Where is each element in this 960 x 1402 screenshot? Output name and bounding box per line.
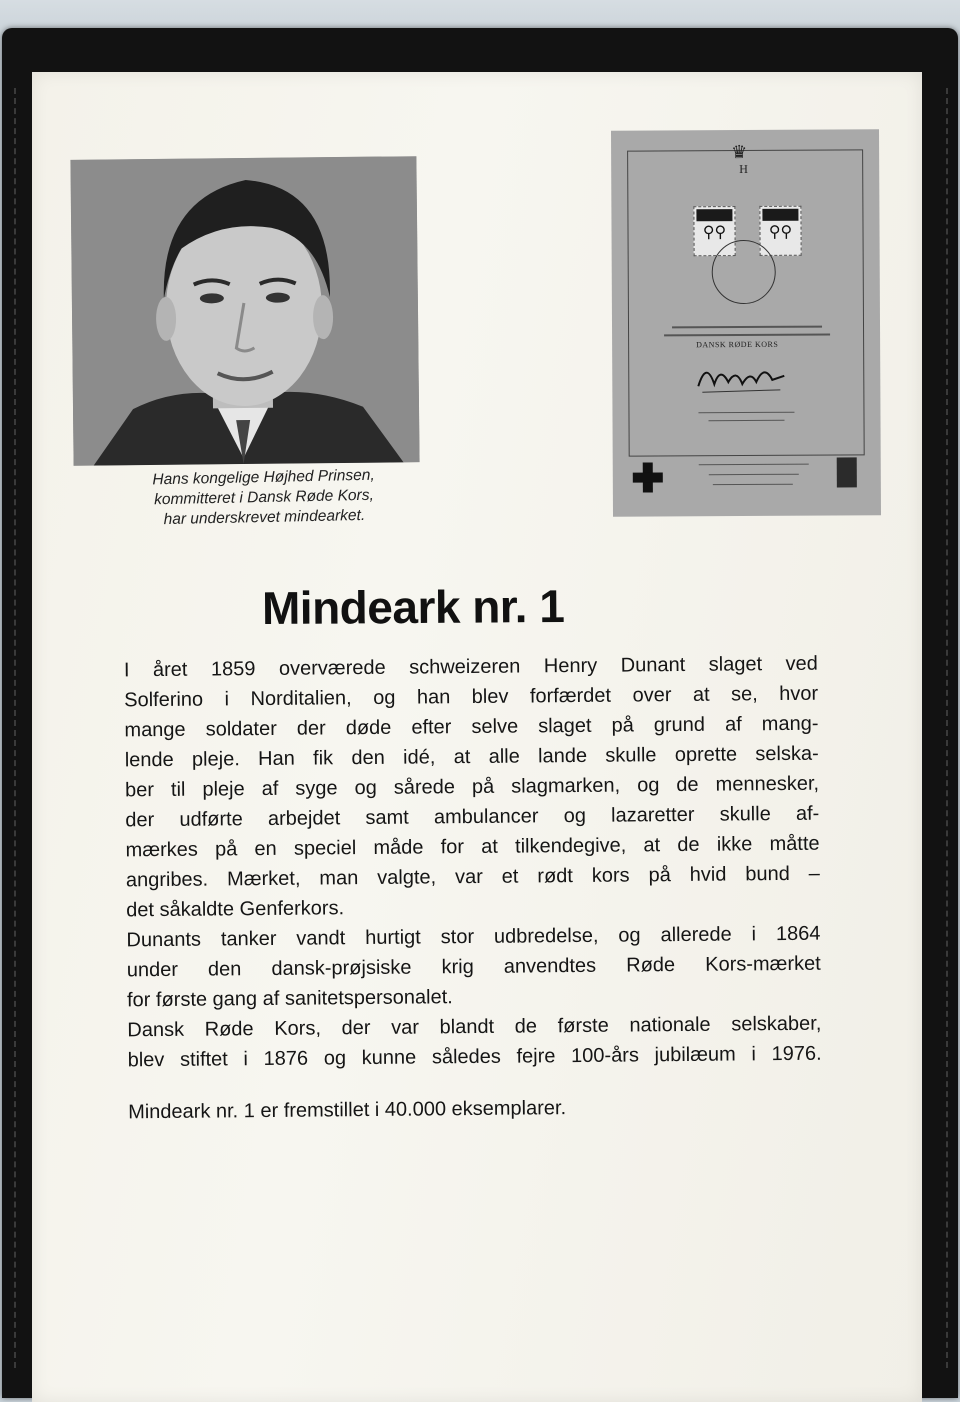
body-line: I året 1859 overværede schweizeren Henry Dunant slaget ved: [123, 652, 818, 682]
body-line: mange soldater der døde efter selve slaget på grund af mang-: [124, 712, 819, 742]
body-line: Solferino i Norditalien, og han blev forfærdet over at se, hvor: [124, 682, 819, 712]
body-line: blev stiftet i 1876 og kunne således fejre 100-års jubilæum i 1976.: [127, 1042, 822, 1072]
people-icon: ⚲⚲: [768, 223, 793, 241]
body-line: Dansk Røde Kors, der var blandt de første nationale selskaber,: [127, 1012, 822, 1042]
thumbnail-text-line: [713, 484, 793, 485]
right-stitching: [946, 88, 948, 1368]
red-cross-icon: [633, 462, 663, 492]
document-sheet: [32, 72, 922, 1402]
caption-line-2: kommitteret i Dansk Røde Kors,: [154, 486, 374, 509]
portrait-photo: [70, 156, 419, 466]
caption-line-3: har underskrevet mindearket.: [163, 506, 366, 529]
plastic-sleeve-folder: [2, 28, 958, 1398]
body-line: der udførte arbejdet samt ambulancer og lazaretter skulle af-: [125, 802, 820, 832]
postmark-circle: [712, 240, 776, 304]
body-line: for første gang af sanitetspersonalet.: [126, 986, 453, 1012]
thumbnail-text-line: [709, 474, 799, 475]
body-line: mærkes på en speciel måde for at tilkendegive, at de ikke måtte: [125, 832, 820, 862]
thumbnail-monogram: H: [739, 161, 748, 177]
body-line: ber til pleje af syge og sårede på slagmarken, og de mennesker,: [124, 772, 820, 802]
emblem-icon: [837, 457, 857, 487]
body-line: under den dansk-prøjsiske krig anvendtes Røde Kors-mærket: [126, 952, 821, 982]
body-line: angribes. Mærket, man valgte, var et rødt kors på hvid bund –: [125, 862, 820, 892]
signature-scribble: [692, 356, 792, 397]
thumbnail-text-heading: DANSK RØDE KORS: [696, 339, 779, 350]
portrait-illustration: [70, 156, 419, 466]
body-text: [124, 649, 822, 1128]
body-line: det såkaldte Genferkors.: [126, 897, 345, 922]
people-icon: ⚲⚲: [702, 224, 727, 242]
thumbnail-text-line: [699, 464, 809, 466]
portrait-caption: [103, 465, 424, 532]
body-line: Dunants tanker vandt hurtigt stor udbredelse, og allerede i 1864: [126, 922, 821, 952]
caption-line-1: Hans kongelige Højhed Prinsen,: [152, 466, 375, 489]
page-title: Mindeark nr. 1: [261, 579, 565, 635]
crown-icon: ♛: [731, 141, 748, 163]
body-line: lende pleje. Han fik den idé, at alle lande skulle oprette selska-: [124, 742, 819, 772]
memorial-sheet-thumbnail: [611, 129, 881, 516]
edition-note: Mindeark nr. 1 er fremstillet i 40.000 eksemplarer.: [128, 1097, 567, 1124]
left-stitching: [14, 88, 16, 1368]
